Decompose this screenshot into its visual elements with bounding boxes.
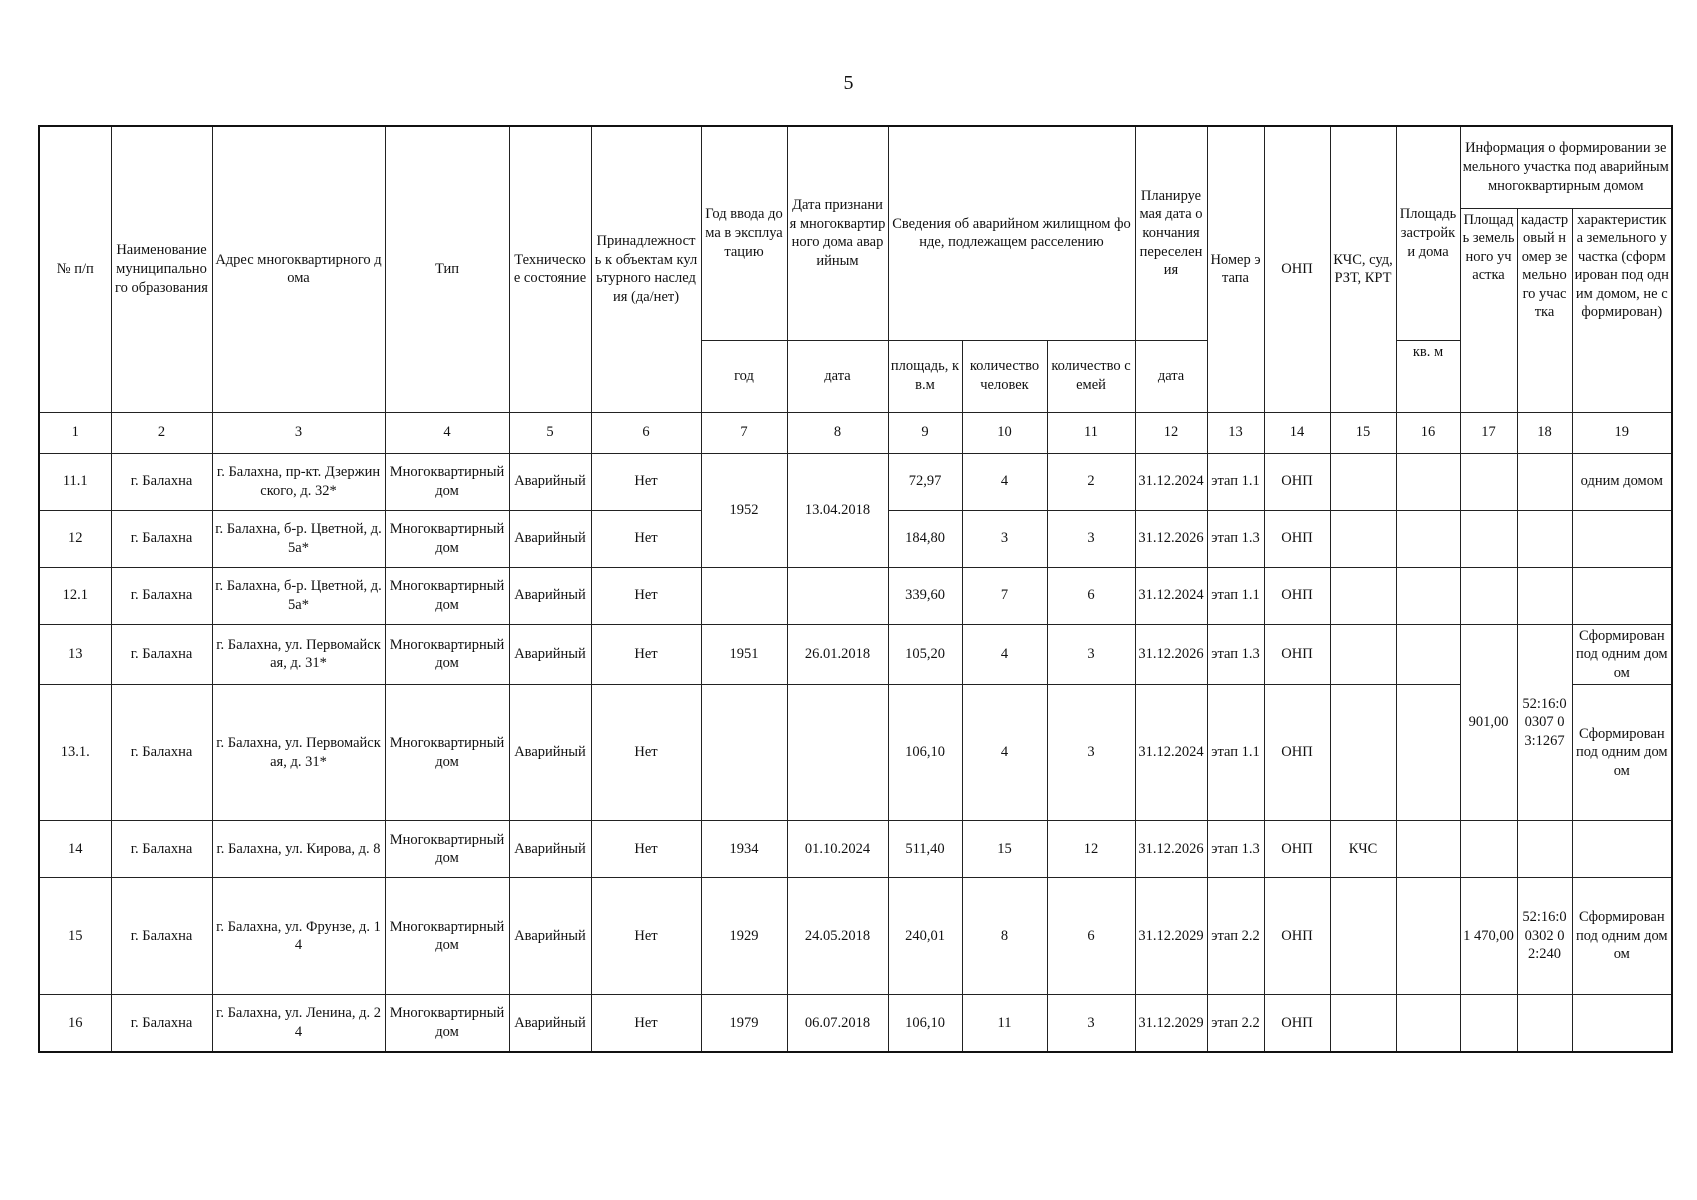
land-characteristic bbox=[1572, 510, 1672, 567]
kchs bbox=[1330, 685, 1396, 821]
page-number: 5 bbox=[843, 72, 854, 94]
onp: ОНП bbox=[1264, 878, 1330, 995]
living-area: 106,10 bbox=[888, 685, 962, 821]
row-number: 12.1 bbox=[39, 567, 111, 624]
land-characteristic: Сформирован под одним домом bbox=[1572, 624, 1672, 685]
living-area: 240,01 bbox=[888, 878, 962, 995]
header-land-area: Площадь земельного участка bbox=[1460, 208, 1517, 412]
people-count: 4 bbox=[962, 453, 1047, 510]
building-type: Многоквартирный дом bbox=[385, 685, 509, 821]
commission-year: 1952 bbox=[701, 453, 787, 567]
people-count: 3 bbox=[962, 510, 1047, 567]
header-stage: Номер этапа bbox=[1207, 126, 1264, 412]
table-row bbox=[39, 995, 1672, 1052]
stage: этап 2.2 bbox=[1207, 995, 1264, 1052]
heritage: Нет bbox=[591, 821, 701, 878]
col-number: 14 bbox=[1264, 412, 1330, 453]
commission-year: 1929 bbox=[701, 878, 787, 995]
land-area bbox=[1460, 567, 1517, 624]
address: г. Балахна, б-р. Цветной, д. 5а* bbox=[212, 510, 385, 567]
cadastral-number bbox=[1517, 453, 1572, 510]
col-number: 7 bbox=[701, 412, 787, 453]
header-kchs: КЧС, суд, РЗТ, КРТ bbox=[1330, 126, 1396, 412]
planned-date: 31.12.2024 bbox=[1135, 453, 1207, 510]
land-area: 1 470,00 bbox=[1460, 878, 1517, 995]
family-count: 2 bbox=[1047, 453, 1135, 510]
col-number: 19 bbox=[1572, 412, 1672, 453]
cadastral-number: 52:16:00302 02:240 bbox=[1517, 878, 1572, 995]
recognition-date: 01.10.2024 bbox=[787, 821, 888, 878]
built-area bbox=[1396, 995, 1460, 1052]
municipality: г. Балахна bbox=[111, 567, 212, 624]
land-characteristic bbox=[1572, 995, 1672, 1052]
technical-state: Аварийный bbox=[509, 685, 591, 821]
table-row bbox=[39, 821, 1672, 878]
col-number: 15 bbox=[1330, 412, 1396, 453]
subheader-built-area-unit: кв. м bbox=[1396, 340, 1460, 412]
family-count: 3 bbox=[1047, 995, 1135, 1052]
cadastral-number bbox=[1517, 510, 1572, 567]
municipality: г. Балахна bbox=[111, 821, 212, 878]
recognition-date: 13.04.2018 bbox=[787, 453, 888, 567]
recognition-date: 26.01.2018 bbox=[787, 624, 888, 685]
technical-state: Аварийный bbox=[509, 821, 591, 878]
living-area: 72,97 bbox=[888, 453, 962, 510]
subheader-date: дата bbox=[787, 340, 888, 412]
living-area: 106,10 bbox=[888, 995, 962, 1052]
address: г. Балахна, ул. Кирова, д. 8 bbox=[212, 821, 385, 878]
technical-state: Аварийный bbox=[509, 878, 591, 995]
subheader-people: количество человек bbox=[962, 340, 1047, 412]
planned-date: 31.12.2024 bbox=[1135, 685, 1207, 821]
kchs bbox=[1330, 624, 1396, 685]
col-number: 2 bbox=[111, 412, 212, 453]
commission-year: 1979 bbox=[701, 995, 787, 1052]
kchs bbox=[1330, 510, 1396, 567]
municipality: г. Балахна bbox=[111, 510, 212, 567]
col-number: 5 bbox=[509, 412, 591, 453]
building-type: Многоквартирный дом bbox=[385, 624, 509, 685]
table-row bbox=[39, 685, 1672, 821]
planned-date: 31.12.2026 bbox=[1135, 624, 1207, 685]
land-characteristic bbox=[1572, 821, 1672, 878]
land-area bbox=[1460, 821, 1517, 878]
col-number: 3 bbox=[212, 412, 385, 453]
heritage: Нет bbox=[591, 995, 701, 1052]
heritage: Нет bbox=[591, 453, 701, 510]
onp: ОНП bbox=[1264, 821, 1330, 878]
row-number: 16 bbox=[39, 995, 111, 1052]
col-number: 8 bbox=[787, 412, 888, 453]
header-heritage: Принадлежность к объектам культурного наследия (да/нет) bbox=[591, 126, 701, 412]
living-area: 339,60 bbox=[888, 567, 962, 624]
built-area bbox=[1396, 510, 1460, 567]
building-type: Многоквартирный дом bbox=[385, 878, 509, 995]
kchs bbox=[1330, 567, 1396, 624]
row-number: 11.1 bbox=[39, 453, 111, 510]
header-municipality: Наименование муниципального образования bbox=[111, 126, 212, 412]
col-number: 13 bbox=[1207, 412, 1264, 453]
stage: этап 1.1 bbox=[1207, 567, 1264, 624]
header-land-info: Информация о формировании земельного участка под аварийным многоквартирным домом bbox=[1460, 126, 1672, 208]
address: г. Балахна, ул. Первомайская, д. 31* bbox=[212, 624, 385, 685]
land-area bbox=[1460, 510, 1517, 567]
onp: ОНП bbox=[1264, 510, 1330, 567]
header-year: Год ввода дома в эксплуатацию bbox=[701, 126, 787, 340]
stage: этап 1.1 bbox=[1207, 453, 1264, 510]
municipality: г. Балахна bbox=[111, 685, 212, 821]
heritage: Нет bbox=[591, 624, 701, 685]
family-count: 6 bbox=[1047, 878, 1135, 995]
subheader-year: год bbox=[701, 340, 787, 412]
people-count: 7 bbox=[962, 567, 1047, 624]
kchs bbox=[1330, 453, 1396, 510]
table-row bbox=[39, 453, 1672, 510]
family-count: 12 bbox=[1047, 821, 1135, 878]
recognition-date: 24.05.2018 bbox=[787, 878, 888, 995]
kchs bbox=[1330, 878, 1396, 995]
heritage: Нет bbox=[591, 567, 701, 624]
planned-date: 31.12.2026 bbox=[1135, 821, 1207, 878]
commission-year bbox=[701, 685, 787, 821]
col-number: 1 bbox=[39, 412, 111, 453]
land-characteristic: Сформирован под одним домом bbox=[1572, 685, 1672, 821]
technical-state: Аварийный bbox=[509, 995, 591, 1052]
people-count: 4 bbox=[962, 624, 1047, 685]
building-type: Многоквартирный дом bbox=[385, 995, 509, 1052]
stage: этап 1.3 bbox=[1207, 510, 1264, 567]
commission-year bbox=[701, 567, 787, 624]
col-number: 11 bbox=[1047, 412, 1135, 453]
cadastral-number bbox=[1517, 995, 1572, 1052]
stage: этап 1.3 bbox=[1207, 624, 1264, 685]
built-area bbox=[1396, 567, 1460, 624]
technical-state: Аварийный bbox=[509, 510, 591, 567]
onp: ОНП bbox=[1264, 624, 1330, 685]
people-count: 8 bbox=[962, 878, 1047, 995]
header-onp: ОНП bbox=[1264, 126, 1330, 412]
built-area bbox=[1396, 821, 1460, 878]
building-type: Многоквартирный дом bbox=[385, 567, 509, 624]
municipality: г. Балахна bbox=[111, 453, 212, 510]
table-body bbox=[39, 453, 1672, 1052]
row-number: 13 bbox=[39, 624, 111, 685]
col-number: 12 bbox=[1135, 412, 1207, 453]
commission-year: 1951 bbox=[701, 624, 787, 685]
built-area bbox=[1396, 685, 1460, 821]
col-number: 10 bbox=[962, 412, 1047, 453]
table-row bbox=[39, 624, 1672, 685]
family-count: 3 bbox=[1047, 624, 1135, 685]
recognition-date bbox=[787, 567, 888, 624]
header-fund-info: Сведения об аварийном жилищном фонде, подлежащем расселению bbox=[888, 126, 1135, 340]
onp: ОНП bbox=[1264, 995, 1330, 1052]
table-row bbox=[39, 878, 1672, 995]
heritage: Нет bbox=[591, 685, 701, 821]
heritage: Нет bbox=[591, 878, 701, 995]
people-count: 4 bbox=[962, 685, 1047, 821]
row-number: 12 bbox=[39, 510, 111, 567]
onp: ОНП bbox=[1264, 453, 1330, 510]
header-planned-date: Планируемая дата окончания переселения bbox=[1135, 126, 1207, 340]
built-area bbox=[1396, 624, 1460, 685]
living-area: 105,20 bbox=[888, 624, 962, 685]
subheader-area: площадь, кв.м bbox=[888, 340, 962, 412]
table-row bbox=[39, 567, 1672, 624]
land-characteristic: Сформирован под одним домом bbox=[1572, 878, 1672, 995]
land-area bbox=[1460, 995, 1517, 1052]
address: г. Балахна, пр-кт. Дзержинского, д. 32* bbox=[212, 453, 385, 510]
technical-state: Аварийный bbox=[509, 624, 591, 685]
built-area bbox=[1396, 878, 1460, 995]
stage: этап 1.3 bbox=[1207, 821, 1264, 878]
land-characteristic bbox=[1572, 567, 1672, 624]
col-number: 6 bbox=[591, 412, 701, 453]
onp: ОНП bbox=[1264, 685, 1330, 821]
recognition-date bbox=[787, 685, 888, 821]
subheader-planned-date: дата bbox=[1135, 340, 1207, 412]
building-type: Многоквартирный дом bbox=[385, 510, 509, 567]
row-number: 13.1. bbox=[39, 685, 111, 821]
row-number: 15 bbox=[39, 878, 111, 995]
header-land-characteristic: характеристика земельного участка (сформирован под одним домом, не сформирован) bbox=[1572, 208, 1672, 412]
header-recognition-date: Дата признания многоквартирного дома аварийным bbox=[787, 126, 888, 340]
header-built-area: Площадь застройки дома bbox=[1396, 126, 1460, 340]
heritage: Нет bbox=[591, 510, 701, 567]
col-number: 4 bbox=[385, 412, 509, 453]
housing-table bbox=[38, 125, 1673, 1053]
building-type: Многоквартирный дом bbox=[385, 453, 509, 510]
column-numbers-row bbox=[39, 412, 1672, 453]
recognition-date: 06.07.2018 bbox=[787, 995, 888, 1052]
technical-state: Аварийный bbox=[509, 453, 591, 510]
header-type: Тип bbox=[385, 126, 509, 412]
address: г. Балахна, б-р. Цветной, д. 5а* bbox=[212, 567, 385, 624]
cadastral-number: 52:16:00307 03:1267 bbox=[1517, 624, 1572, 821]
header-number: № п/п bbox=[39, 126, 111, 412]
col-number: 18 bbox=[1517, 412, 1572, 453]
stage: этап 2.2 bbox=[1207, 878, 1264, 995]
people-count: 11 bbox=[962, 995, 1047, 1052]
col-number: 9 bbox=[888, 412, 962, 453]
municipality: г. Балахна bbox=[111, 878, 212, 995]
header-technical-state: Техническое состояние bbox=[509, 126, 591, 412]
living-area: 184,80 bbox=[888, 510, 962, 567]
land-area: 901,00 bbox=[1460, 624, 1517, 821]
family-count: 3 bbox=[1047, 510, 1135, 567]
built-area bbox=[1396, 453, 1460, 510]
planned-date: 31.12.2029 bbox=[1135, 995, 1207, 1052]
table-header bbox=[39, 126, 1672, 453]
planned-date: 31.12.2024 bbox=[1135, 567, 1207, 624]
cadastral-number bbox=[1517, 567, 1572, 624]
header-cadastral-number: кадастровый номер земельного участка bbox=[1517, 208, 1572, 412]
kchs bbox=[1330, 995, 1396, 1052]
municipality: г. Балахна bbox=[111, 995, 212, 1052]
family-count: 6 bbox=[1047, 567, 1135, 624]
cadastral-number bbox=[1517, 821, 1572, 878]
building-type: Многоквартирный дом bbox=[385, 821, 509, 878]
col-number: 17 bbox=[1460, 412, 1517, 453]
commission-year: 1934 bbox=[701, 821, 787, 878]
planned-date: 31.12.2026 bbox=[1135, 510, 1207, 567]
row-number: 14 bbox=[39, 821, 111, 878]
planned-date: 31.12.2029 bbox=[1135, 878, 1207, 995]
onp: ОНП bbox=[1264, 567, 1330, 624]
address: г. Балахна, ул. Первомайская, д. 31* bbox=[212, 685, 385, 821]
header-address: Адрес многоквартирного дома bbox=[212, 126, 385, 412]
col-number: 16 bbox=[1396, 412, 1460, 453]
land-area bbox=[1460, 453, 1517, 510]
technical-state: Аварийный bbox=[509, 567, 591, 624]
family-count: 3 bbox=[1047, 685, 1135, 821]
subheader-families: количество семей bbox=[1047, 340, 1135, 412]
living-area: 511,40 bbox=[888, 821, 962, 878]
address: г. Балахна, ул. Ленина, д. 24 bbox=[212, 995, 385, 1052]
address: г. Балахна, ул. Фрунзе, д. 14 bbox=[212, 878, 385, 995]
people-count: 15 bbox=[962, 821, 1047, 878]
municipality: г. Балахна bbox=[111, 624, 212, 685]
stage: этап 1.1 bbox=[1207, 685, 1264, 821]
land-characteristic: одним домом bbox=[1572, 453, 1672, 510]
kchs: КЧС bbox=[1330, 821, 1396, 878]
